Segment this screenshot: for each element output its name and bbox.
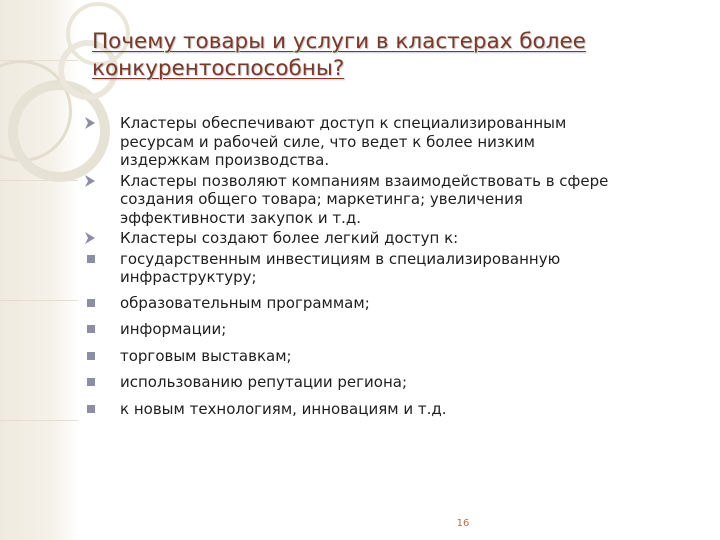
list-item [84,172,684,228]
list-item-line: Кластеры обеспечивают доступ к специализированным [120,114,567,132]
list-item-line: Кластеры создают более легкий доступ к: [120,229,459,247]
square-bullet-icon [87,405,95,413]
slide-title-line: конкурентоспособны? [92,56,345,81]
slide-title [92,28,702,82]
list-item-line: ресурсам и рабочей силе, что ведет к более низким [120,132,535,151]
list-item-line: издержкам производства. [120,151,330,169]
list-item-line: создания общего товара; маркетинга; увеличения [120,190,523,208]
bullet-list [84,114,684,418]
list-item [84,114,684,170]
list-item [84,373,684,392]
list-item [84,400,684,419]
list-item-line: торговым выставкам; [120,346,292,365]
arrow-bullet-icon [84,116,98,130]
square-bullet-icon [87,378,95,386]
arrow-bullet-icon [84,231,98,245]
list-item [84,294,684,313]
page-number: 16 [456,518,470,529]
slide-title-line: Почему товары и услуги в кластерах более [92,29,586,54]
square-bullet-icon [87,352,95,360]
list-item-line: Кластеры позволяют компаниям взаимодействовать в сфере [120,171,609,190]
list-item-line: информации; [120,320,227,338]
list-item-line: использованию репутации региона; [120,373,407,391]
list-item [84,320,684,339]
list-item-line: образовательным программам; [120,293,370,312]
list-item-line: инфраструктуру; [120,268,257,286]
list-item-line: государственным инвестициям в специализированную [120,249,561,268]
list-item [84,229,684,248]
square-bullet-icon [87,325,95,333]
list-item-line: к новым технологиям, инновациям и т.д. [120,399,447,418]
list-item-line: эффективности закупок и т.д. [120,208,362,227]
list-item [84,347,684,366]
arrow-bullet-icon [84,174,98,188]
list-item [84,250,684,287]
square-bullet-icon [87,255,95,263]
square-bullet-icon [87,299,95,307]
